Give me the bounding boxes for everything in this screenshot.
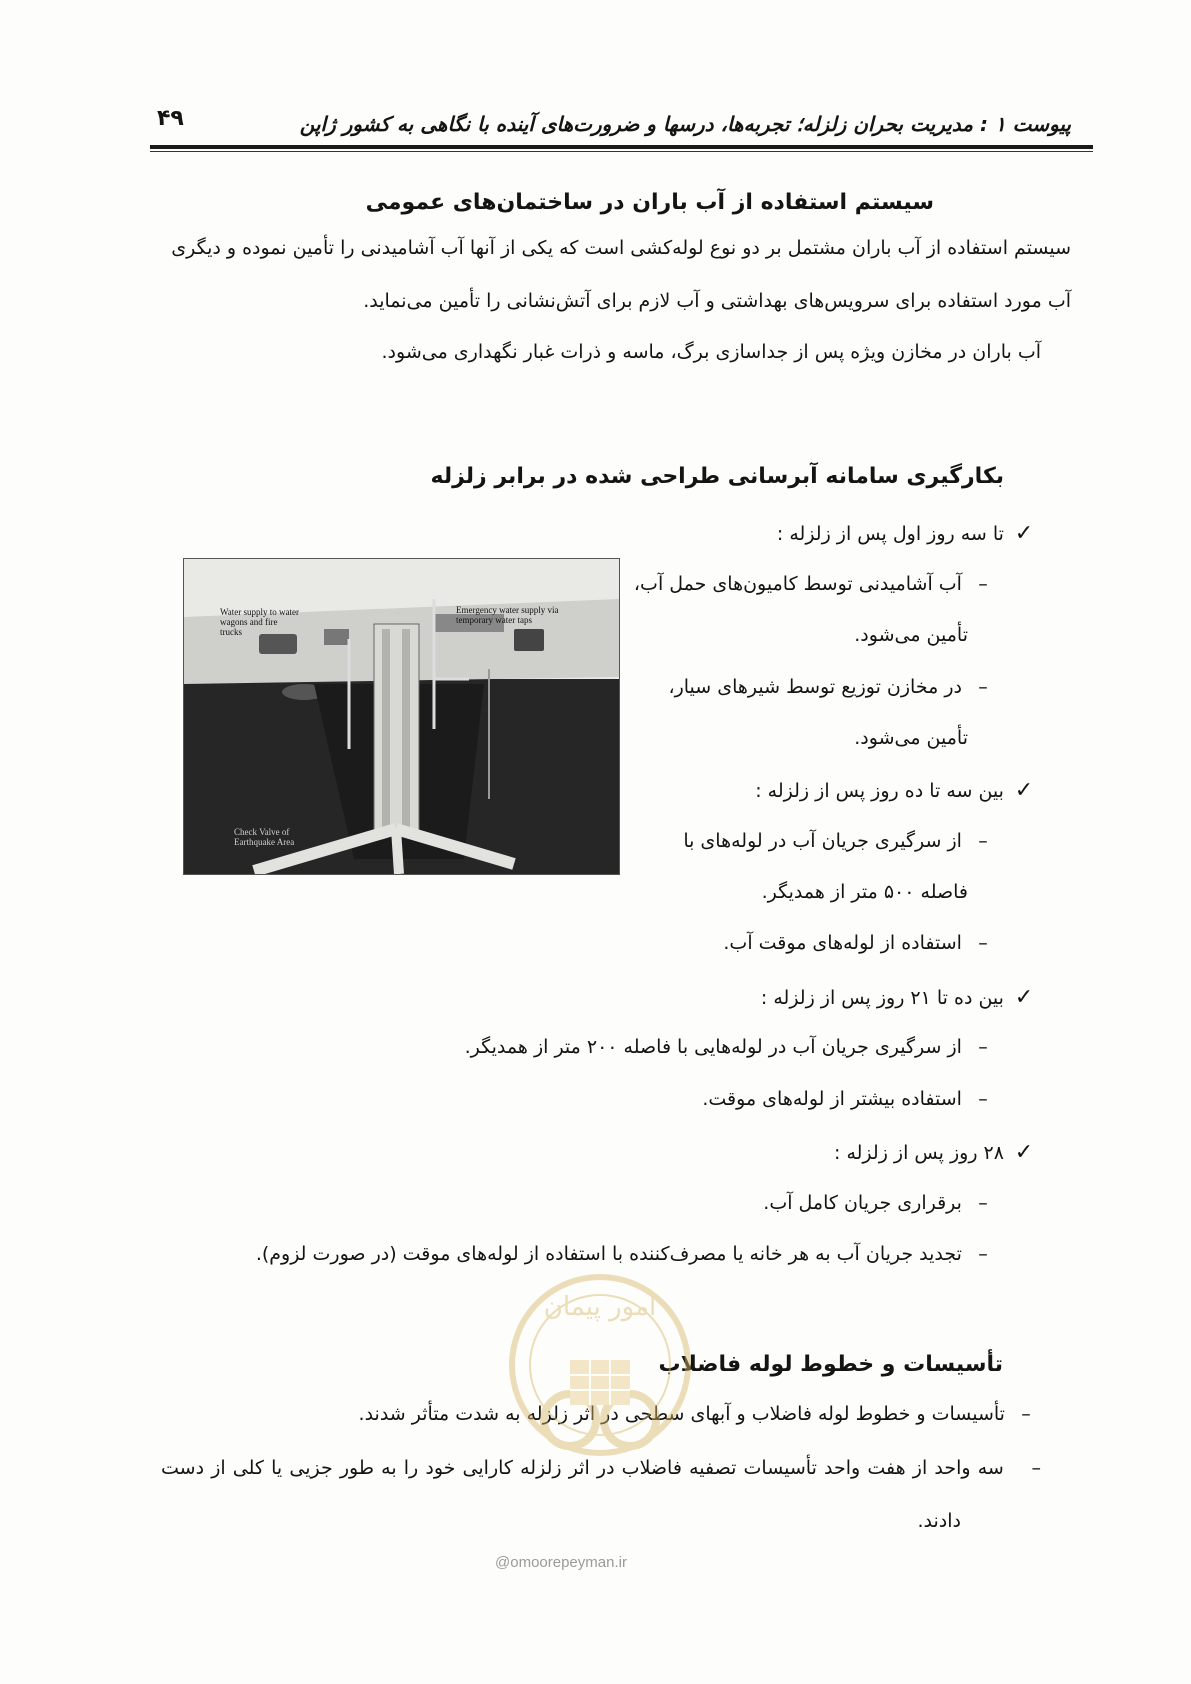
paragraph-line: سیستم استفاده از آب باران مشتمل بر دو نوع لوله‌کشی است که یکی از آنها آب آشامیدنی را تأمین نموده و دیگری: [171, 237, 1071, 259]
dash-item-text: از سرگیری جریان آب در لوله‌هایی با فاصله ۲۰۰ متر از همدیگر.: [464, 1036, 962, 1058]
dash-item: [668, 676, 998, 698]
dash-item-text: تأسیسات و خطوط لوله فاضلاب و آبهای سطحی در اثر زلزله به شدت متأثر شدند.: [358, 1403, 1005, 1425]
dash-bullet-icon: –: [978, 1192, 988, 1214]
dash-bullet-icon: –: [978, 1036, 988, 1058]
dash-item: [763, 1192, 998, 1214]
dash-item-continuation: فاصله ۵۰۰ متر از همدیگر.: [761, 881, 968, 903]
checklist-title: بین سه تا ده روز پس از زلزله :: [755, 780, 1004, 802]
dash-item: [723, 932, 998, 954]
dash-bullet-icon: –: [978, 1243, 988, 1265]
watermark-seal-icon: [500, 1270, 700, 1510]
section-heading-water-system: بکارگیری سامانه آبرسانی طراحی شده در برابر زلزله: [430, 464, 1004, 489]
check-icon: ✓: [1014, 521, 1034, 546]
page-number: ۴۹: [157, 106, 184, 131]
dash-item-text: تجدید جریان آب به هر خانه یا مصرف‌کننده با استفاده از لوله‌های موقت (در صورت لزوم).: [255, 1243, 962, 1265]
paragraph-line: آب باران در مخازن ویژه پس از جداسازی برگ، ماسه و ذرات غبار نگهداری می‌شود.: [381, 341, 1041, 363]
dash-item-continuation: تأمین می‌شود.: [854, 624, 968, 646]
dash-item-text: استفاده بیشتر از لوله‌های موقت.: [702, 1088, 962, 1110]
dash-bullet-icon: –: [978, 676, 988, 698]
header-rule: [150, 145, 1093, 149]
watermark-logo-text: امور پیمان: [543, 1292, 657, 1322]
dash-item: [634, 573, 998, 595]
figure-label: Emergency water supply via temporary water taps: [456, 605, 559, 625]
dash-item-text: استفاده از لوله‌های موقت آب.: [723, 932, 962, 954]
section-heading-sewage: تأسیسات و خطوط لوله فاضلاب: [658, 1352, 1003, 1377]
dash-bullet-icon: –: [978, 932, 988, 954]
dash-item-text: از سرگیری جریان آب در لوله‌های با: [683, 830, 962, 852]
checklist-title: تا سه روز اول پس از زلزله :: [776, 523, 1004, 545]
dash-bullet-icon: –: [1031, 1457, 1041, 1479]
dash-item: [702, 1088, 998, 1110]
dash-bullet-icon: –: [1021, 1403, 1031, 1425]
running-title: پیوست ۱ : مدیریت بحران زلزله؛ تجربه‌ها، درسها و ضرورت‌های آینده با نگاهی به کشور ژاپن: [299, 112, 1071, 136]
dash-bullet-icon: –: [978, 1088, 988, 1110]
section-heading-rainwater: سیستم استفاده از آب باران در ساختمان‌های عمومی: [365, 190, 934, 215]
check-icon: ✓: [1014, 778, 1034, 803]
figure-label: Water supply to water wagons and fire trucks: [220, 607, 300, 637]
header-rule-thin: [150, 151, 1093, 152]
dash-bullet-icon: –: [978, 830, 988, 852]
dash-item: [465, 1036, 998, 1058]
dash-item: [683, 830, 998, 852]
dash-item-continuation: تأمین می‌شود.: [854, 727, 968, 749]
watermark-url: @omoorepeyman.ir: [495, 1554, 627, 1571]
paragraph-line: آب مورد استفاده برای سرویس‌های بهداشتی و آب لازم برای آتش‌نشانی را تأمین می‌نماید.: [363, 290, 1071, 312]
checklist-item: [777, 521, 1038, 546]
check-icon: ✓: [1014, 1140, 1034, 1165]
check-icon: ✓: [1014, 985, 1034, 1010]
dash-item-text: سه واحد از هفت واحد تأسیسات تصفیه فاضلاب در اثر زلزله کارایی خود را به طور جزیی یا کلی از دست: [161, 1457, 1004, 1479]
dash-bullet-icon: –: [978, 573, 988, 595]
dash-item-text: آب آشامیدنی توسط کامیون‌های حمل آب،: [633, 573, 962, 595]
figure-label: Check Valve of Earthquake Area: [234, 827, 295, 847]
checklist-item: [834, 1140, 1038, 1165]
watermark-logo: [500, 1270, 700, 1510]
dash-item: [256, 1243, 998, 1265]
dash-item-continuation: دادند.: [917, 1510, 961, 1532]
dash-item-text: برقراری جریان کامل آب.: [763, 1192, 962, 1214]
checklist-item: [755, 778, 1038, 803]
checklist-title: بین ده تا ۲۱ روز پس از زلزله :: [760, 987, 1004, 1009]
dash-item-text: در مخازن توزیع توسط شیرهای سیار،: [668, 676, 962, 698]
checklist-item: [761, 985, 1038, 1010]
checklist-title: ۲۸ روز پس از زلزله :: [834, 1142, 1004, 1164]
emergency-water-diagram: [183, 558, 620, 875]
